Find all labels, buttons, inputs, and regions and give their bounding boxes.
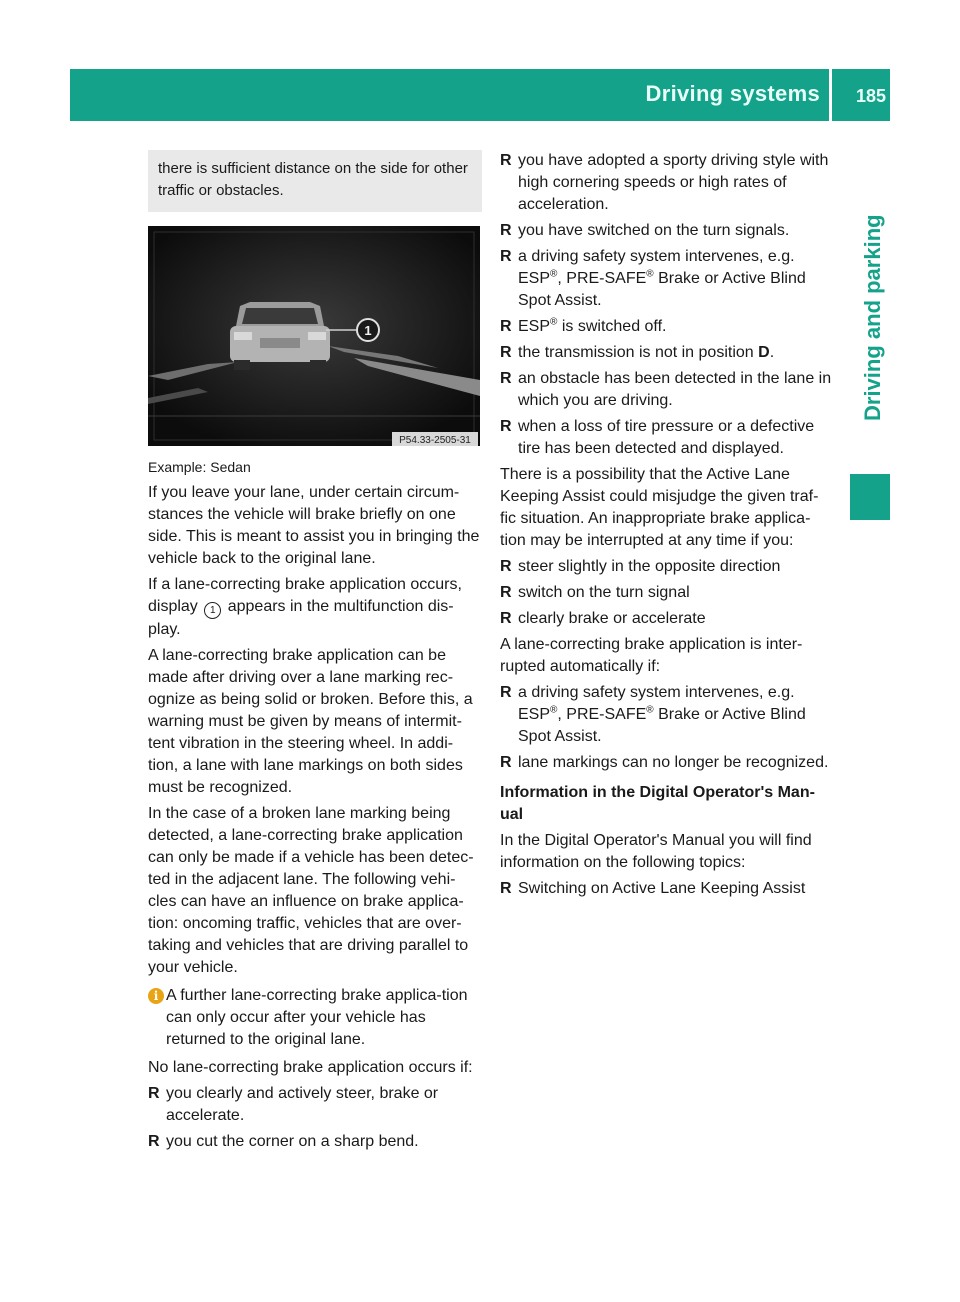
bullet-icon: R bbox=[500, 370, 512, 387]
bullet-icon: R bbox=[500, 418, 512, 435]
list-item-text: you clearly and actively steer, brake or accelerate. bbox=[166, 1085, 439, 1124]
list-item bbox=[500, 608, 834, 630]
list-item-text: you have switched on the turn signals. bbox=[518, 222, 790, 239]
list-item bbox=[500, 220, 834, 242]
paragraph: If you leave your lane, under certain circum-stances the vehicle will brake briefly on one side. This is meant to assist you in bringing the vehicle back to the original lane. bbox=[148, 484, 480, 567]
bullet-icon: R bbox=[500, 684, 512, 701]
figure-code: P54.33-2505-31 bbox=[399, 435, 471, 446]
bullet-icon: R bbox=[500, 318, 512, 335]
paragraph: A lane-correcting brake application is inter-rupted automatically if: bbox=[500, 636, 803, 675]
bullet-icon: R bbox=[148, 1085, 160, 1102]
text-span: is switched off. bbox=[557, 318, 667, 335]
list-item bbox=[500, 682, 834, 748]
paragraph: There is a possibility that the Active Lane Keeping Assist could misjudge the given traf-fic situation. An inappropriate brake applica-tion may be interrupted at any time if you: bbox=[500, 466, 819, 549]
text-span: . bbox=[769, 344, 775, 361]
text-span: , PRE-SAFE bbox=[557, 270, 647, 287]
registered-mark: ® bbox=[646, 268, 654, 280]
display-1-icon: 1 bbox=[204, 602, 221, 619]
car-rear-view bbox=[230, 302, 330, 370]
list-item bbox=[500, 416, 834, 460]
paragraph: No lane-correcting brake application occurs if: bbox=[148, 1059, 473, 1076]
bullet-icon: R bbox=[148, 1133, 160, 1150]
info-note bbox=[148, 985, 482, 1051]
text-span: appears in the multifunction dis-play. bbox=[148, 598, 454, 638]
registered-mark: ® bbox=[550, 704, 558, 716]
paragraph: In the Digital Operator's Manual you will find information on the following topics: bbox=[500, 832, 812, 871]
bullet-icon: R bbox=[500, 610, 512, 627]
registered-mark: ® bbox=[646, 704, 654, 716]
list-item bbox=[500, 342, 834, 364]
list-item-text: lane markings can no longer be recognized. bbox=[518, 754, 829, 771]
registered-mark: ® bbox=[550, 316, 558, 328]
figure-caption: Example: Sedan bbox=[148, 459, 251, 475]
section-heading: Information in the Digital Operator's Man-ual bbox=[500, 784, 815, 823]
section-title: Driving systems bbox=[645, 81, 820, 106]
list-item bbox=[500, 556, 834, 578]
right-column bbox=[500, 150, 834, 904]
list-item-text: Switching on Active Lane Keeping Assist bbox=[518, 880, 806, 897]
list-item-text: steer slightly in the opposite direction bbox=[518, 558, 781, 575]
bullet-icon: R bbox=[500, 754, 512, 771]
continued-note: there is sufficient distance on the side for other traffic or obstacles. bbox=[148, 150, 482, 212]
bullet-icon: R bbox=[500, 222, 512, 239]
text-span: If a lane-correcting brake application occurs, display bbox=[148, 576, 462, 615]
header-bar bbox=[70, 69, 890, 121]
bullet-icon: R bbox=[500, 248, 512, 265]
page-number: 185 bbox=[855, 86, 886, 106]
bullet-icon: R bbox=[500, 584, 512, 601]
list-item bbox=[500, 246, 834, 312]
info-note-text: A further lane-correcting brake applica-tion can only occur after your vehicle has returned to the original lane. bbox=[166, 987, 468, 1048]
text-span: Brake or Active Blind Spot Assist. bbox=[518, 270, 806, 309]
lane-assist-illustration bbox=[148, 226, 480, 446]
chapter-marker bbox=[850, 474, 890, 520]
text-span: Brake or Active Blind Spot Assist. bbox=[518, 706, 806, 745]
text-span: a driving safety system intervenes, e.g. ESP bbox=[518, 248, 795, 287]
chapter-tab-label: Driving and parking bbox=[860, 214, 885, 421]
list-item-text: when a loss of tire pressure or a defective tire has been detected and displayed. bbox=[518, 418, 815, 457]
list-item bbox=[500, 316, 834, 338]
list-item bbox=[148, 1131, 482, 1153]
text-span: the transmission is not in position bbox=[518, 344, 759, 361]
list-item bbox=[148, 1083, 482, 1127]
bullet-icon: R bbox=[500, 558, 512, 575]
list-item-text: you cut the corner on a sharp bend. bbox=[166, 1133, 419, 1150]
list-item bbox=[500, 582, 834, 604]
list-item bbox=[500, 878, 834, 900]
list-item bbox=[500, 368, 834, 412]
info-icon: i bbox=[148, 988, 164, 1004]
header-separator bbox=[829, 69, 832, 121]
bullet-icon: R bbox=[500, 344, 512, 361]
callout-1-label: 1 bbox=[364, 323, 372, 338]
illustration-svg bbox=[148, 226, 480, 446]
gear-position: D bbox=[758, 344, 770, 361]
bullet-icon: R bbox=[500, 152, 512, 169]
list-item bbox=[500, 752, 834, 774]
registered-mark: ® bbox=[550, 268, 558, 280]
list-item-text: an obstacle has been detected in the lane in which you are driving. bbox=[518, 370, 832, 409]
text-span: , PRE-SAFE bbox=[557, 706, 647, 723]
chapter-tab bbox=[836, 121, 890, 421]
list-item-text: clearly brake or accelerate bbox=[518, 610, 706, 627]
text-span: ESP bbox=[518, 318, 551, 335]
paragraph: In the case of a broken lane marking being detected, a lane-correcting brake application can only be made if a vehicle has been detec-ted in the adjacent lane. The following vehi-cles can have an influence on brake applica-tion: oncoming traffic, vehicles that are over-taking and vehicles that are driving parallel to your vehicle. bbox=[148, 805, 474, 976]
paragraph: A lane-correcting brake application can be made after driving over a lane marking rec-ognize as being solid or broken. Before this, a warning must be given by means of intermit-tent vibration in the steering wheel. In addi-tion, a lane with lane markings on both sides must be recognized. bbox=[148, 647, 473, 796]
list-item-text: you have adopted a sporty driving style with high cornering speeds or high rates of acceleration. bbox=[518, 152, 829, 213]
left-column bbox=[148, 150, 482, 1157]
text-span: a driving safety system intervenes, e.g. ESP bbox=[518, 684, 795, 723]
paragraph-display bbox=[148, 574, 482, 641]
list-item bbox=[500, 150, 834, 216]
list-item-text: switch on the turn signal bbox=[518, 584, 690, 601]
bullet-icon: R bbox=[500, 880, 512, 897]
